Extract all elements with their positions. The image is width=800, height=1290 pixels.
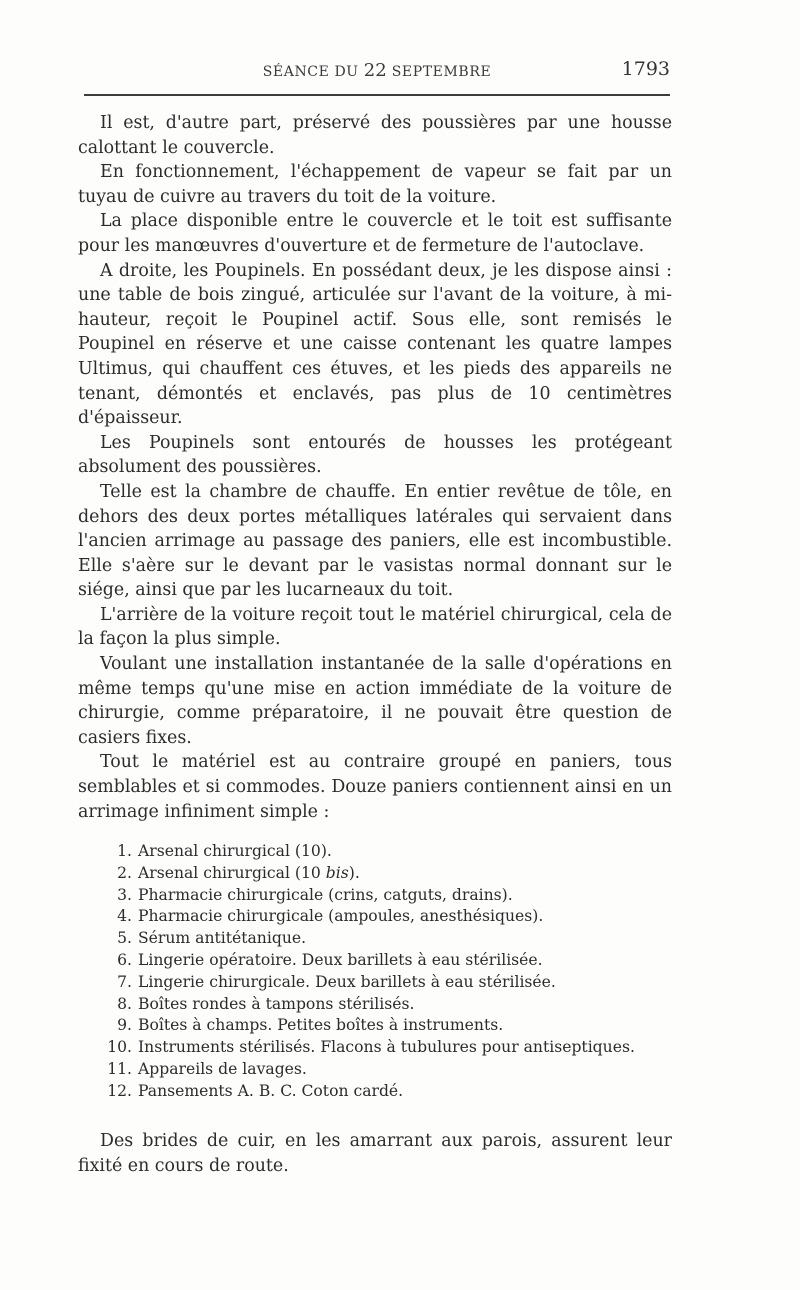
header-title	[84, 60, 670, 81]
paragraph: Tout le matériel est au contraire groupé en paniers, tous semblables et si commodes. Douze paniers contiennent ainsi en un arrimage infiniment simple :	[78, 752, 672, 822]
paragraph: Telle est la chambre de chauffe. En entier revêtue de tôle, en dehors des deux portes métalliques latérales qui servaient dans l'ancien arrimage au passage des paniers, elle est incombustible. Elle s'aère sur le devant par le vasistas normal donnant sur le siége, ainsi que par les lucarneaux du toit.	[78, 481, 672, 601]
list-item-number: 5.	[117, 929, 132, 948]
paragraph: Il est, d'autre part, préservé des poussières par une housse calottant le couvercle.	[78, 113, 672, 158]
list-item-text-end: ).	[348, 863, 360, 882]
list-item	[100, 950, 680, 972]
list-item	[100, 1037, 680, 1059]
list-item-number: 9.	[117, 1016, 132, 1035]
list-item	[100, 928, 680, 950]
list-item-text: Lingerie chirurgicale. Deux barillets à eau stérilisée.	[138, 972, 556, 991]
list-item	[100, 1081, 680, 1103]
list-item-text: Appareils de lavages.	[138, 1059, 307, 1078]
list-item-number: 2.	[117, 863, 132, 882]
list-item-text: Lingerie opératoire. Deux barillets à eau stérilisée.	[138, 950, 543, 969]
paragraph: En fonctionnement, l'échappement de vapeur se fait par un tuyau de cuivre au travers du toit de la voiture.	[78, 162, 672, 207]
list-item-number: 4.	[117, 907, 132, 926]
paragraph: Voulant une installation instantanée de la salle d'opérations en même temps qu'une mise en action immédiate de la voiture de chirurgie, comme préparatoire, il ne pouvait être question de casiers fixes.	[78, 654, 672, 748]
paragraph: La place disponible entre le couvercle et le toit est suffisante pour les manœuvres d'ouverture et de fermeture de l'autoclave.	[78, 211, 672, 256]
list-item	[100, 906, 680, 928]
list-item-number: 8.	[117, 994, 132, 1013]
list-item-number: 12.	[107, 1081, 132, 1100]
list-item	[100, 841, 680, 863]
list-item-number: 6.	[117, 950, 132, 969]
list-item-text: Instruments stérilisés. Flacons à tubulures pour antiseptiques.	[138, 1038, 635, 1057]
header-rule	[84, 94, 670, 96]
list-item-emphasis: bis	[325, 863, 349, 882]
list-item-text: Sérum antitétanique.	[138, 929, 307, 948]
list-item	[100, 863, 680, 885]
body-text	[78, 111, 672, 824]
list-item-number: 11.	[107, 1059, 132, 1078]
list-item-text: Pharmacie chirurgicale (crins, catguts, drains).	[138, 885, 513, 904]
list-item	[100, 994, 680, 1016]
page-number: 1793	[621, 58, 670, 80]
list-item	[100, 1015, 680, 1037]
list-item-text: Pansements A. B. C. Coton cardé.	[138, 1081, 404, 1100]
list-item-number: 3.	[117, 885, 132, 904]
header-title-suffix: SEPTEMBRE	[386, 64, 492, 80]
list-item-number: 10.	[107, 1038, 132, 1057]
basket-list	[100, 841, 680, 1103]
closing-text	[78, 1129, 672, 1178]
list-item	[100, 972, 680, 994]
list-item-text: Boîtes à champs. Petites boîtes à instruments.	[138, 1016, 504, 1035]
list-item-text: Arsenal chirurgical (10).	[138, 842, 332, 860]
running-header	[84, 58, 670, 88]
header-title-prefix: SÉANCE DU	[262, 64, 364, 80]
paragraph: Les Poupinels sont entourés de housses les protégeant absolument des poussières.	[78, 432, 672, 478]
list-item-text: Pharmacie chirurgicale (ampoules, anesthésiques).	[138, 907, 544, 926]
list-item	[100, 1059, 680, 1081]
header-title-day: 22	[363, 60, 387, 81]
list-item	[100, 885, 680, 907]
list-item-text: Arsenal chirurgical (10	[138, 863, 326, 882]
list-item-text: Boîtes rondes à tampons stérilisés.	[138, 994, 415, 1013]
list-item-number: 1.	[117, 842, 132, 860]
paragraph: A droite, les Poupinels. En possédant deux, je les dispose ainsi : une table de bois zingué, articulée sur l'avant de la voiture, à mi-hauteur, reçoit le Poupinel actif. Sous elle, sont remisés le Poupinel en réserve et une caisse contenant les quatre lampes Ultimus, qui chauffent ces étuves, et les pieds des appareils ne tenant, démontés et enclavés, pas plus de 10 centimètres d'épaisseur.	[78, 260, 672, 429]
paragraph: L'arrière de la voiture reçoit tout le matériel chirurgical, cela de la façon la plus simple.	[78, 604, 672, 650]
closing-paragraph: Des brides de cuir, en les amarrant aux parois, assurent leur fixité en cours de route.	[78, 1131, 672, 1176]
list-item-number: 7.	[117, 972, 132, 991]
